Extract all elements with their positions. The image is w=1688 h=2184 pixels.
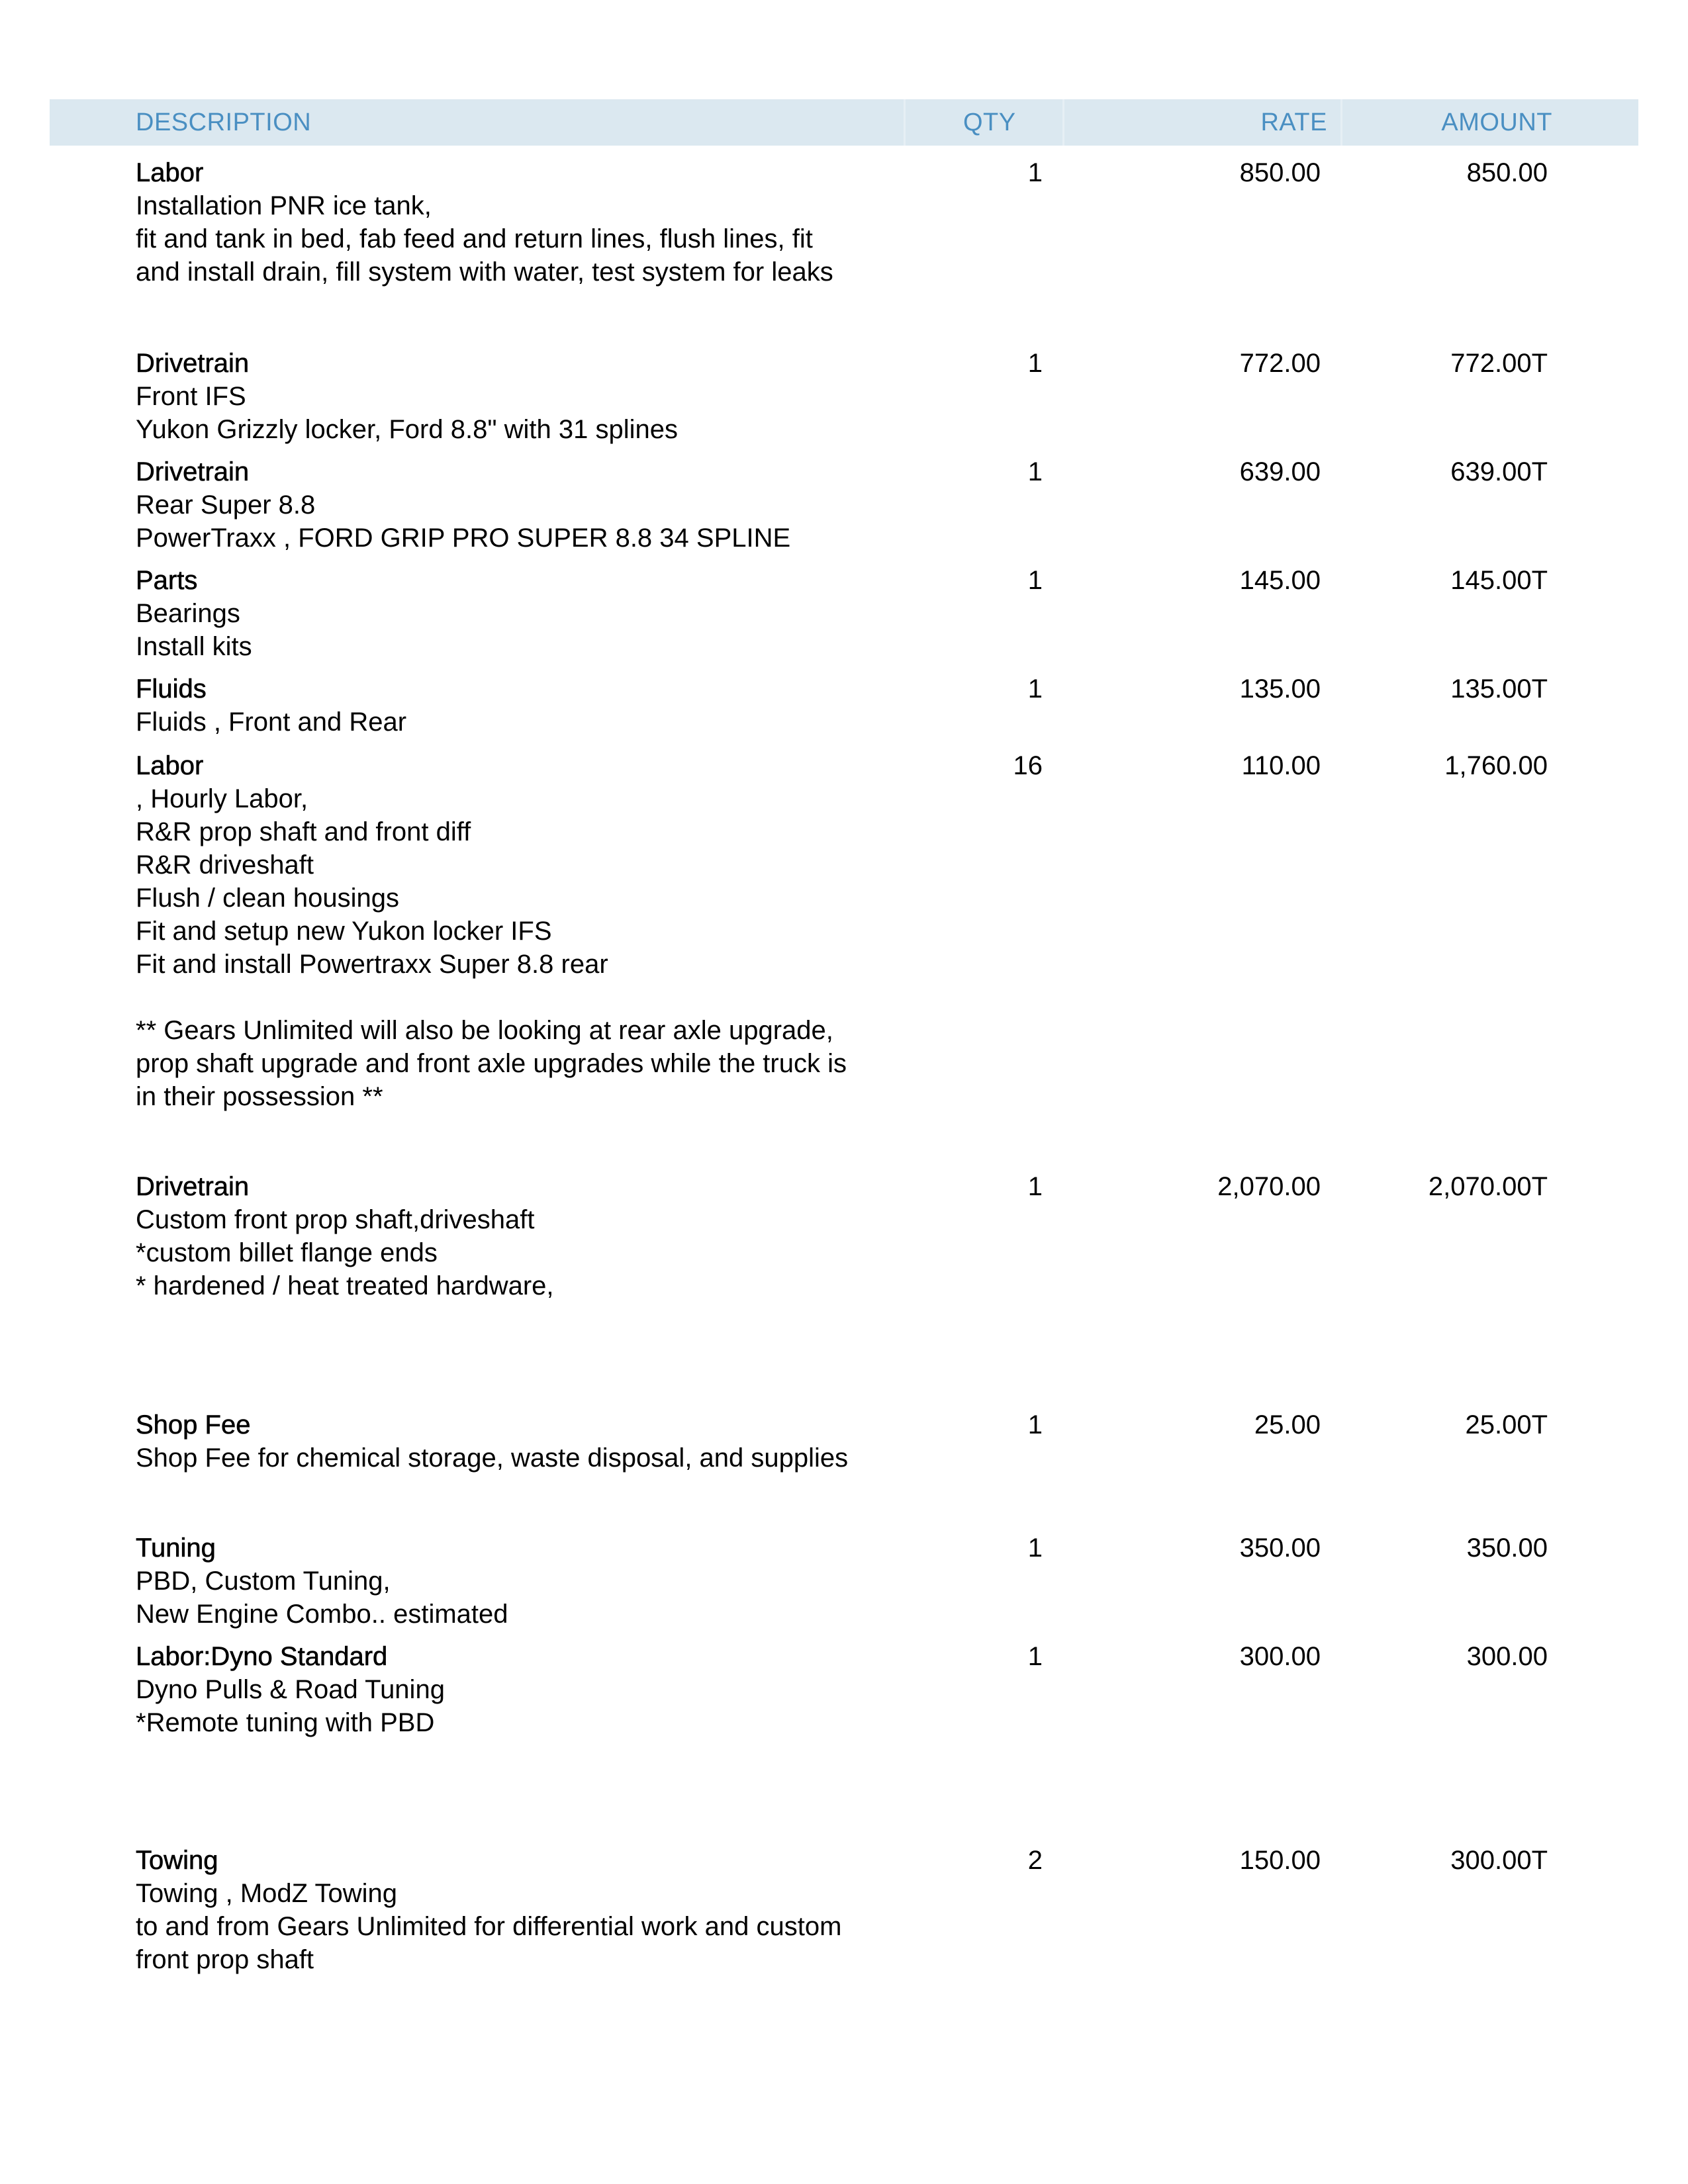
item-rate: 135.00 [1239, 674, 1321, 704]
item-name: Drivetrain [136, 1172, 250, 1201]
item-line: prop shaft upgrade and front axle upgrades while the truck is [136, 1049, 847, 1078]
item-line: Dyno Pulls & Road Tuning [136, 1675, 445, 1704]
item-line: and install drain, fill system with water, test system for leaks [136, 257, 833, 287]
item-line: ** Gears Unlimited will also be looking at rear axle upgrade, [136, 1016, 833, 1045]
item-rate: 772.00 [1239, 349, 1321, 378]
item-qty: 1 [1027, 566, 1043, 595]
item-amount: 145.00T [1450, 566, 1548, 595]
item-line: PBD, Custom Tuning, [136, 1567, 391, 1596]
item-name: Drivetrain [136, 457, 250, 486]
item-line: fit and tank in bed, fab feed and return lines, flush lines, fit [136, 224, 813, 253]
item-qty: 1 [1027, 158, 1043, 187]
item-amount: 350.00 [1466, 1533, 1548, 1563]
item-line [136, 981, 996, 1014]
item-description [136, 1844, 996, 1976]
item-amount: 2,070.00T [1428, 1172, 1548, 1201]
item-line: , Hourly Labor, [136, 784, 308, 813]
header-description: DESCRIPTION [136, 109, 312, 136]
item-rate: 2,070.00 [1217, 1172, 1321, 1201]
item-qty: 16 [1013, 751, 1043, 780]
item-line: Custom front prop shaft,driveshaft [136, 1205, 535, 1234]
item-line: to and from Gears Unlimited for differential work and custom [136, 1912, 842, 1941]
item-qty: 1 [1027, 1172, 1043, 1201]
item-qty: 1 [1027, 1410, 1043, 1439]
item-description [136, 1408, 996, 1475]
item-description [136, 564, 996, 663]
item-amount: 300.00 [1466, 1642, 1548, 1671]
item-amount: 639.00T [1450, 457, 1548, 486]
item-line: Shop Fee for chemical storage, waste disposal, and supplies [136, 1443, 849, 1473]
item-description [136, 1640, 996, 1739]
item-amount: 772.00T [1450, 349, 1548, 378]
header-divider [1340, 99, 1342, 146]
item-qty: 1 [1027, 457, 1043, 486]
item-line: front prop shaft [136, 1945, 314, 1974]
item-description [136, 1531, 996, 1631]
item-qty: 1 [1027, 1533, 1043, 1563]
item-name: Labor [136, 751, 204, 780]
item-line: R&R prop shaft and front diff [136, 817, 471, 846]
item-rate: 300.00 [1239, 1642, 1321, 1671]
item-name: Labor [136, 158, 204, 187]
table-header [50, 99, 1638, 146]
item-line: Flush / clean housings [136, 884, 400, 913]
item-line: Yukon Grizzly locker, Ford 8.8" with 31 splines [136, 415, 679, 444]
item-description [136, 749, 996, 1113]
item-name: Drivetrain [136, 349, 250, 378]
header-amount: AMOUNT [1441, 109, 1552, 136]
item-rate: 350.00 [1239, 1533, 1321, 1563]
item-name: Shop Fee [136, 1410, 251, 1439]
item-description [136, 1170, 996, 1302]
header-divider [904, 99, 906, 146]
item-rate: 850.00 [1239, 158, 1321, 187]
item-amount: 850.00 [1466, 158, 1548, 187]
header-qty: QTY [963, 109, 1016, 136]
item-rate: 150.00 [1239, 1846, 1321, 1875]
item-rate: 639.00 [1239, 457, 1321, 486]
item-description [136, 455, 996, 555]
item-rate: 110.00 [1241, 751, 1321, 780]
item-name: Parts [136, 566, 198, 595]
item-line: New Engine Combo.. estimated [136, 1600, 508, 1629]
item-line: Front IFS [136, 382, 246, 411]
item-line: Bearings [136, 599, 240, 628]
item-rate: 145.00 [1239, 566, 1321, 595]
item-qty: 1 [1027, 349, 1043, 378]
item-amount: 1,760.00 [1444, 751, 1548, 780]
item-line: Install kits [136, 632, 252, 661]
item-name: Towing [136, 1846, 218, 1875]
item-line: Installation PNR ice tank, [136, 191, 432, 220]
item-description [136, 347, 996, 446]
item-amount: 135.00T [1450, 674, 1548, 704]
item-line: Towing , ModZ Towing [136, 1879, 397, 1908]
item-line: *Remote tuning with PBD [136, 1708, 435, 1737]
item-qty: 1 [1027, 1642, 1043, 1671]
item-amount: 300.00T [1450, 1846, 1548, 1875]
item-line: Fit and install Powertraxx Super 8.8 rear [136, 950, 608, 979]
item-name: Fluids [136, 674, 207, 704]
item-line: * hardened / heat treated hardware, [136, 1271, 554, 1300]
item-amount: 25.00T [1465, 1410, 1548, 1439]
item-qty: 2 [1027, 1846, 1043, 1875]
item-qty: 1 [1027, 674, 1043, 704]
item-line: *custom billet flange ends [136, 1238, 438, 1267]
item-line: Rear Super 8.8 [136, 490, 316, 520]
item-line: Fluids , Front and Rear [136, 707, 407, 737]
item-description [136, 156, 996, 289]
header-divider [1062, 99, 1064, 146]
item-name: Labor:Dyno Standard [136, 1642, 388, 1671]
item-rate: 25.00 [1254, 1410, 1321, 1439]
item-line: PowerTraxx , FORD GRIP PRO SUPER 8.8 34 SPLINE [136, 523, 791, 553]
item-name: Tuning [136, 1533, 216, 1563]
header-rate: RATE [1260, 109, 1327, 136]
item-line: R&R driveshaft [136, 850, 314, 880]
item-line: Fit and setup new Yukon locker IFS [136, 917, 552, 946]
item-line: in their possession ** [136, 1082, 383, 1111]
item-description [136, 672, 996, 739]
